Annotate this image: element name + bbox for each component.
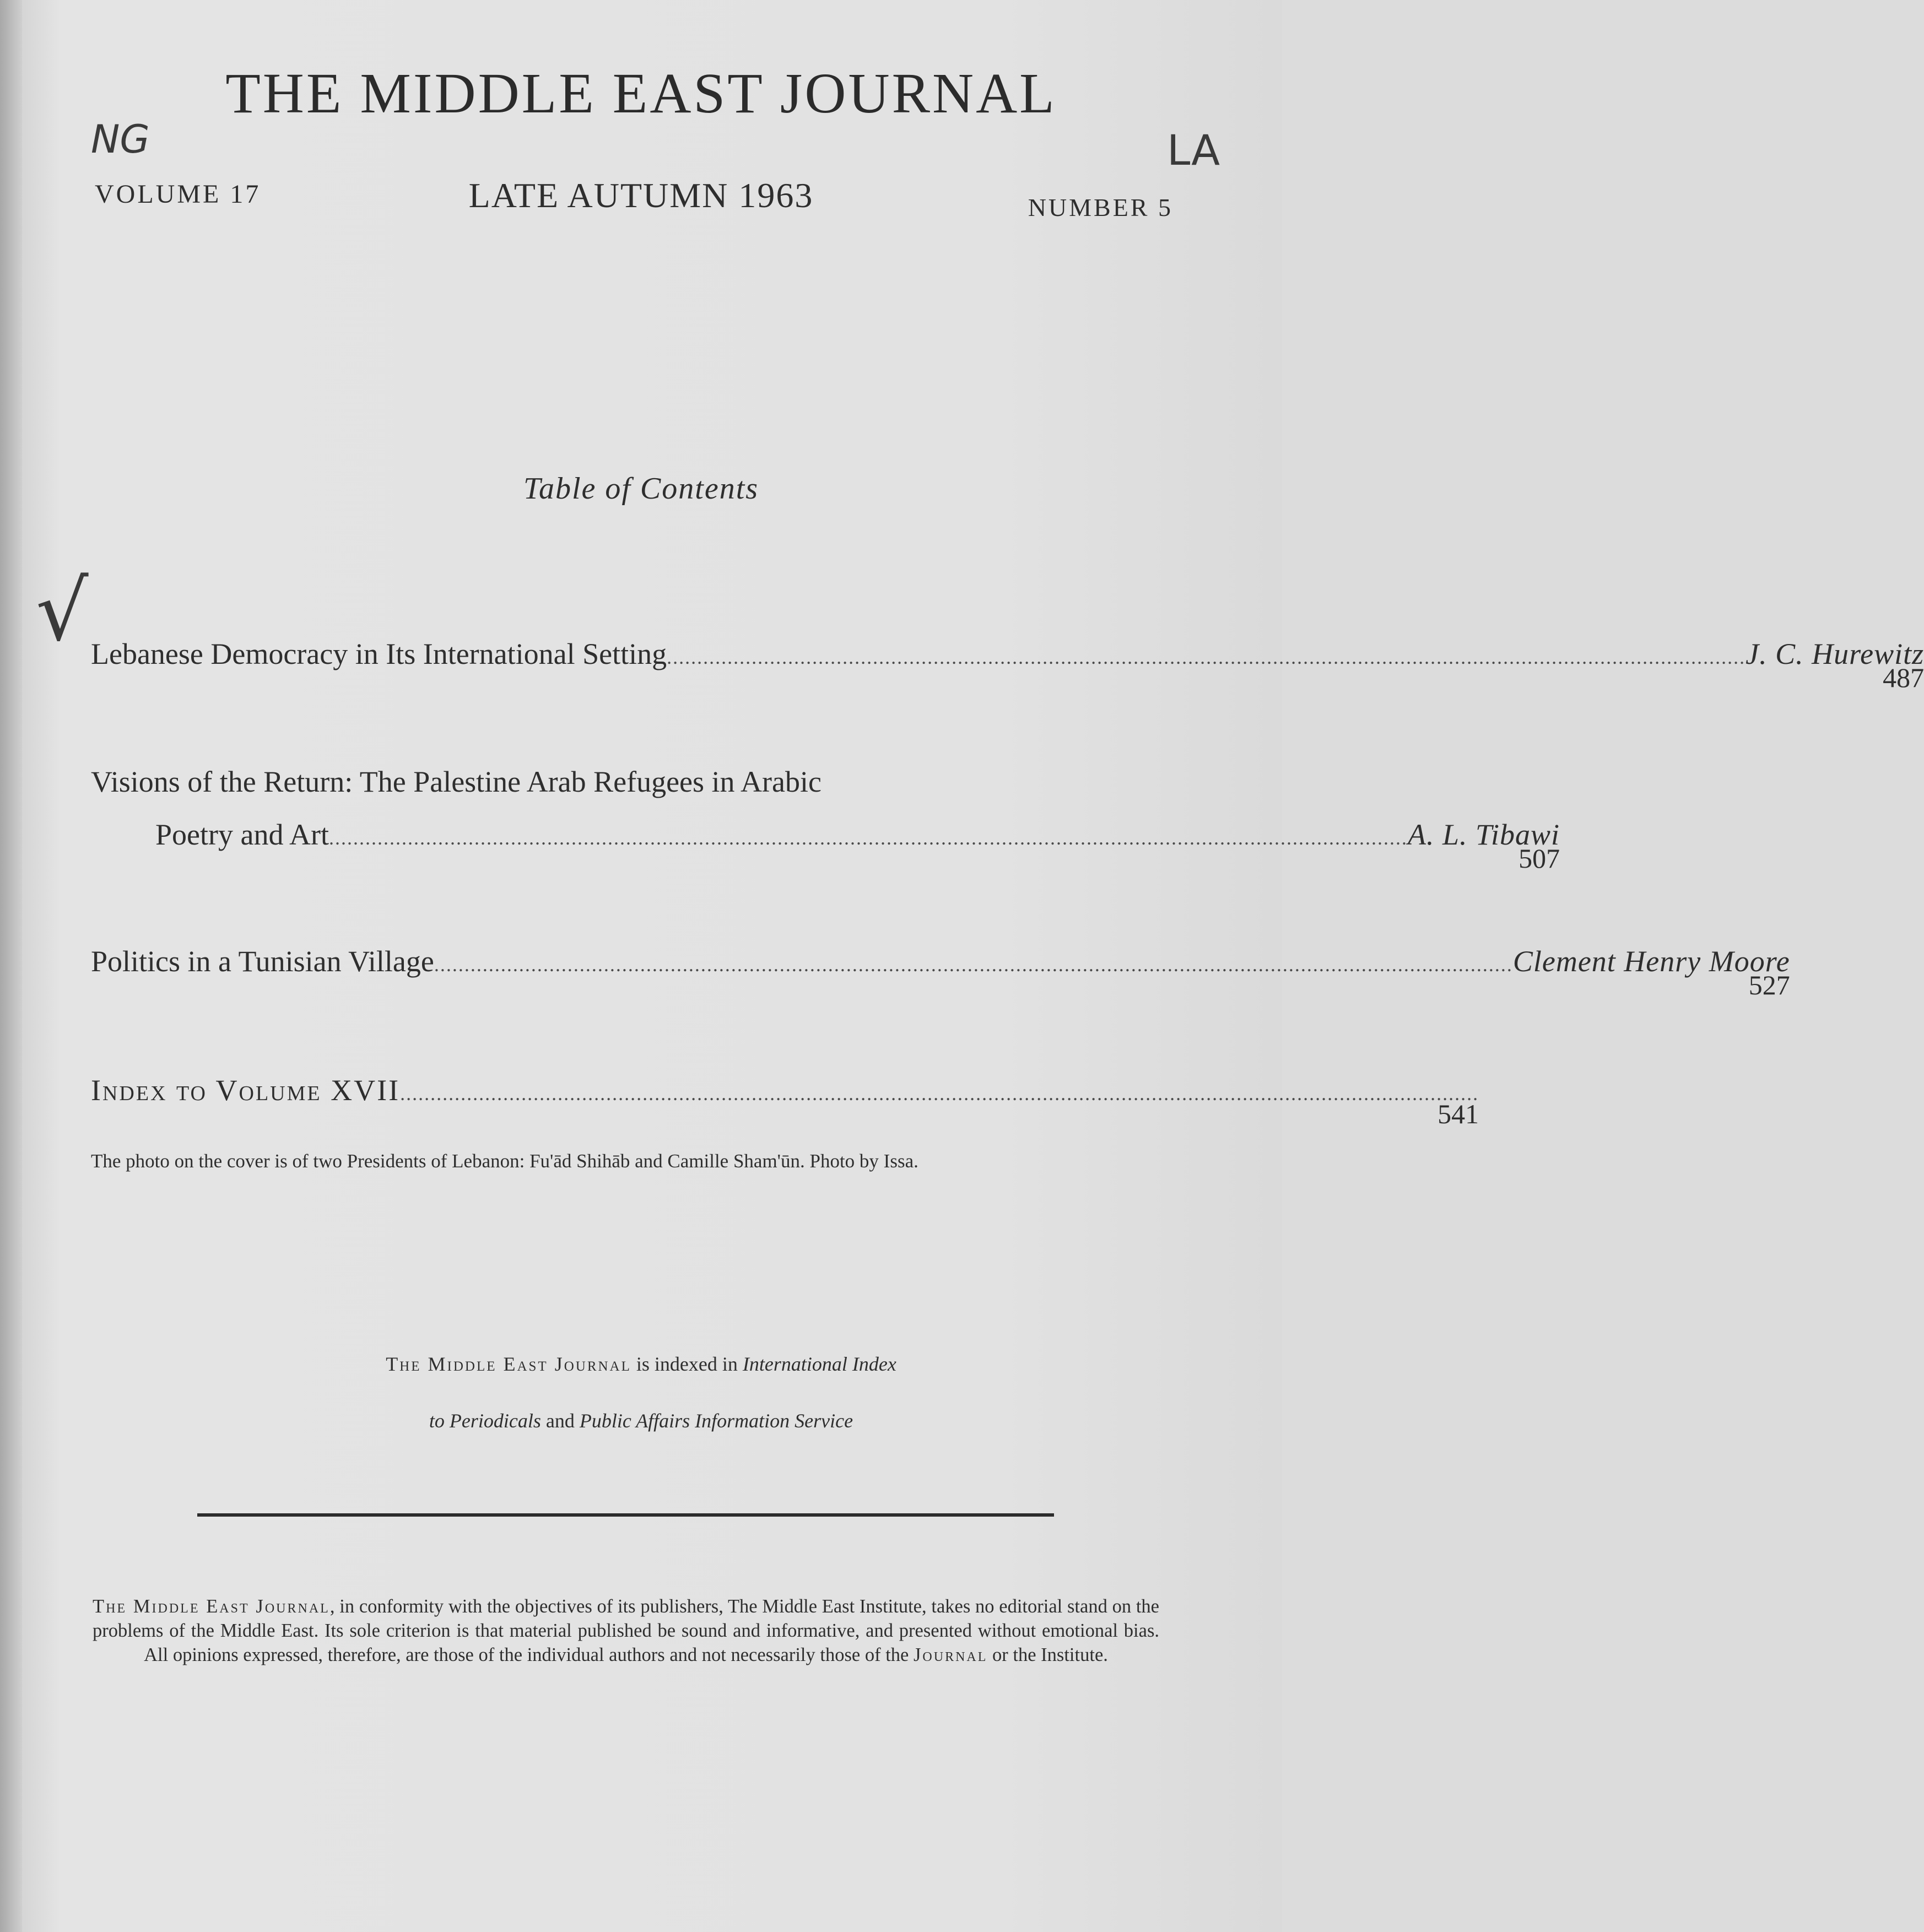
- toc-entry-title-line1[interactable]: Visions of the Return: The Palestine Arab Refugees in Arabic: [91, 765, 822, 798]
- toc-entry-title: Index to Volume XVII: [91, 1074, 401, 1107]
- handwritten-mark-top-left: NG: [91, 117, 150, 162]
- handwritten-check-mark-icon: √: [36, 564, 89, 659]
- page-binding-shadow: [0, 0, 22, 1932]
- toc-leader-dots: ..................................................................................................................................................................................: [667, 646, 1746, 668]
- policy-ending: or the Institute.: [987, 1644, 1108, 1665]
- editorial-policy: [93, 1595, 1159, 1667]
- toc-entry[interactable]: [155, 818, 1560, 874]
- policy-body: , in conformity with the objectives of its publishers, The Middle East Institute, takes no editorial stand on the problems of the Middle East. Its sole criterion is that material published be sound and informative, and presented without emotional bias. All opinions expressed, therefore, are those of the individual authors and not necessarily those of the: [93, 1596, 1159, 1665]
- indexed-text: and: [541, 1410, 580, 1432]
- policy-journal-name: The Middle East Journal: [93, 1596, 330, 1617]
- horizontal-rule: [197, 1513, 1054, 1517]
- volume-label: VOLUME 17: [95, 180, 261, 209]
- handwritten-mark-top-right: LA: [1167, 126, 1220, 175]
- indexed-journal-name: The Middle East Journal: [386, 1353, 631, 1375]
- toc-leader-dots: ..................................................................................................................................................................................: [400, 1083, 1479, 1105]
- cover-photo-note: The photo on the cover is of two Presidents of Lebanon: Fu'ād Shihāb and Camille Sham'ūn. Photo by Issa.: [91, 1150, 918, 1172]
- toc-entry-author: A. L. Tibawi: [1407, 818, 1560, 851]
- issue-number: NUMBER 5: [1028, 193, 1173, 221]
- indexed-index-name: to Periodicals: [429, 1410, 541, 1432]
- toc-entry-page: 487: [1883, 662, 1924, 693]
- toc-leader-dots: ..................................................................................................................................................................................: [328, 827, 1408, 849]
- toc-entry-author: Clement Henry Moore: [1512, 945, 1790, 978]
- toc-heading: Table of Contents: [523, 472, 759, 506]
- policy-journal-word: Journal: [913, 1644, 988, 1665]
- journal-title: THE MIDDLE EAST JOURNAL: [225, 62, 1057, 125]
- toc-entry[interactable]: [91, 1074, 1479, 1129]
- toc-entry-page: 541: [1437, 1098, 1479, 1129]
- indexed-notice-line1: [0, 1352, 1282, 1376]
- indexed-text: is indexed in: [631, 1353, 743, 1375]
- indexed-notice-line2: [0, 1409, 1282, 1432]
- toc-entry-author: J. C. Hurewitz: [1745, 637, 1924, 670]
- toc-entry-title: Lebanese Democracy in Its International Setting: [91, 637, 667, 670]
- toc-entry[interactable]: [91, 945, 1790, 1000]
- indexed-service-name: Public Affairs Information Service: [579, 1410, 853, 1432]
- toc-entry[interactable]: [91, 637, 1924, 693]
- toc-leader-dots: ..................................................................................................................................................................................: [434, 954, 1513, 976]
- issue-date: LATE AUTUMN 1963: [468, 176, 814, 215]
- toc-entry-page: 507: [1518, 843, 1560, 874]
- toc-entry-title: Politics in a Tunisian Village: [91, 945, 434, 978]
- toc-entry-page: 527: [1748, 970, 1790, 1000]
- toc-entry-title-line2: Poetry and Art: [155, 818, 329, 851]
- indexed-index-name: International Index: [742, 1353, 896, 1375]
